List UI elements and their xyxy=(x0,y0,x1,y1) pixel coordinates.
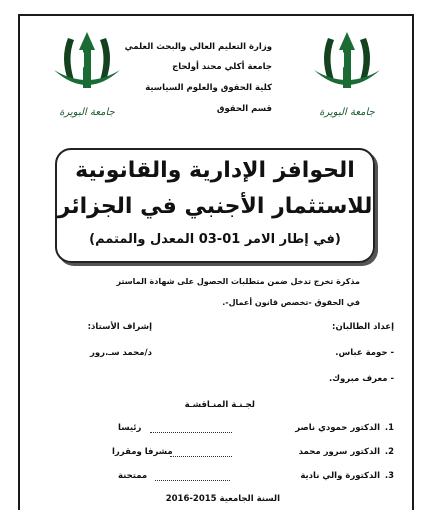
committee-member-3-name: الدكتورة والي نادية xyxy=(300,471,380,481)
committee-member-1-num: 1. xyxy=(384,423,394,433)
memo-specialization: في الحقوق -تخصص قانون أعمال-. xyxy=(222,298,360,307)
university-emblem-icon xyxy=(308,28,386,100)
header-faculty: كلية الحقوق والعلوم السياسية xyxy=(145,83,272,93)
committee-member-2-num: 2. xyxy=(384,447,394,457)
thesis-title-line-1: الحوافز الإدارية والقانونية xyxy=(75,158,355,183)
student-name-1: - حومة عباس. xyxy=(335,348,394,358)
committee-title: لجـنـة المنـاقشـة xyxy=(184,400,255,410)
committee-member-1-name: الدكتور حمودي ناصر xyxy=(295,423,380,433)
committee-member-2-role: مشرفا ومقررا xyxy=(112,447,173,457)
header-ministry: وزارة التعليم العالي والبحث العلمي xyxy=(124,42,272,52)
logo-caption-left: جامعة البويرة xyxy=(59,107,115,118)
students-label: إعداد الطالبان: xyxy=(332,322,394,332)
memo-description: مذكرة تخرج تدخل ضمن متطلبات الحصول على شهادة الماستر xyxy=(116,277,360,286)
university-emblem-icon xyxy=(48,28,126,100)
logo-caption-right: جامعة البويرة xyxy=(319,107,375,118)
supervisor-label: إشراف الأستاذ: xyxy=(87,322,152,332)
header-department: قسم الحقوق xyxy=(216,104,272,114)
thesis-title-line-3: (في إطار الامر 01-03 المعدل والمتمم) xyxy=(89,232,341,247)
header-university: جامعة أكلي محند أولحاج xyxy=(172,62,272,72)
committee-member-1-leader xyxy=(150,432,232,433)
thesis-title-box xyxy=(55,148,375,263)
university-logo-left xyxy=(48,28,126,118)
university-logo-right xyxy=(308,28,386,118)
committee-member-2-name: الدكتور سرور محمد xyxy=(298,447,380,457)
academic-year: السنة الجامعية 2015-2016 xyxy=(165,494,280,504)
supervisor-name: د/محمد سـ.رور xyxy=(90,348,152,358)
thesis-title-line-2: للاستثمار الأجنبي في الجزائر xyxy=(57,194,373,219)
committee-member-1-role: رئيسا xyxy=(118,423,142,433)
committee-member-3-leader xyxy=(155,480,230,481)
committee-member-2-leader xyxy=(170,456,232,457)
student-name-2: - معرف مبروك. xyxy=(329,374,394,384)
committee-member-3-num: 3. xyxy=(384,471,394,481)
committee-member-3-role: ممتحنة xyxy=(118,471,148,481)
